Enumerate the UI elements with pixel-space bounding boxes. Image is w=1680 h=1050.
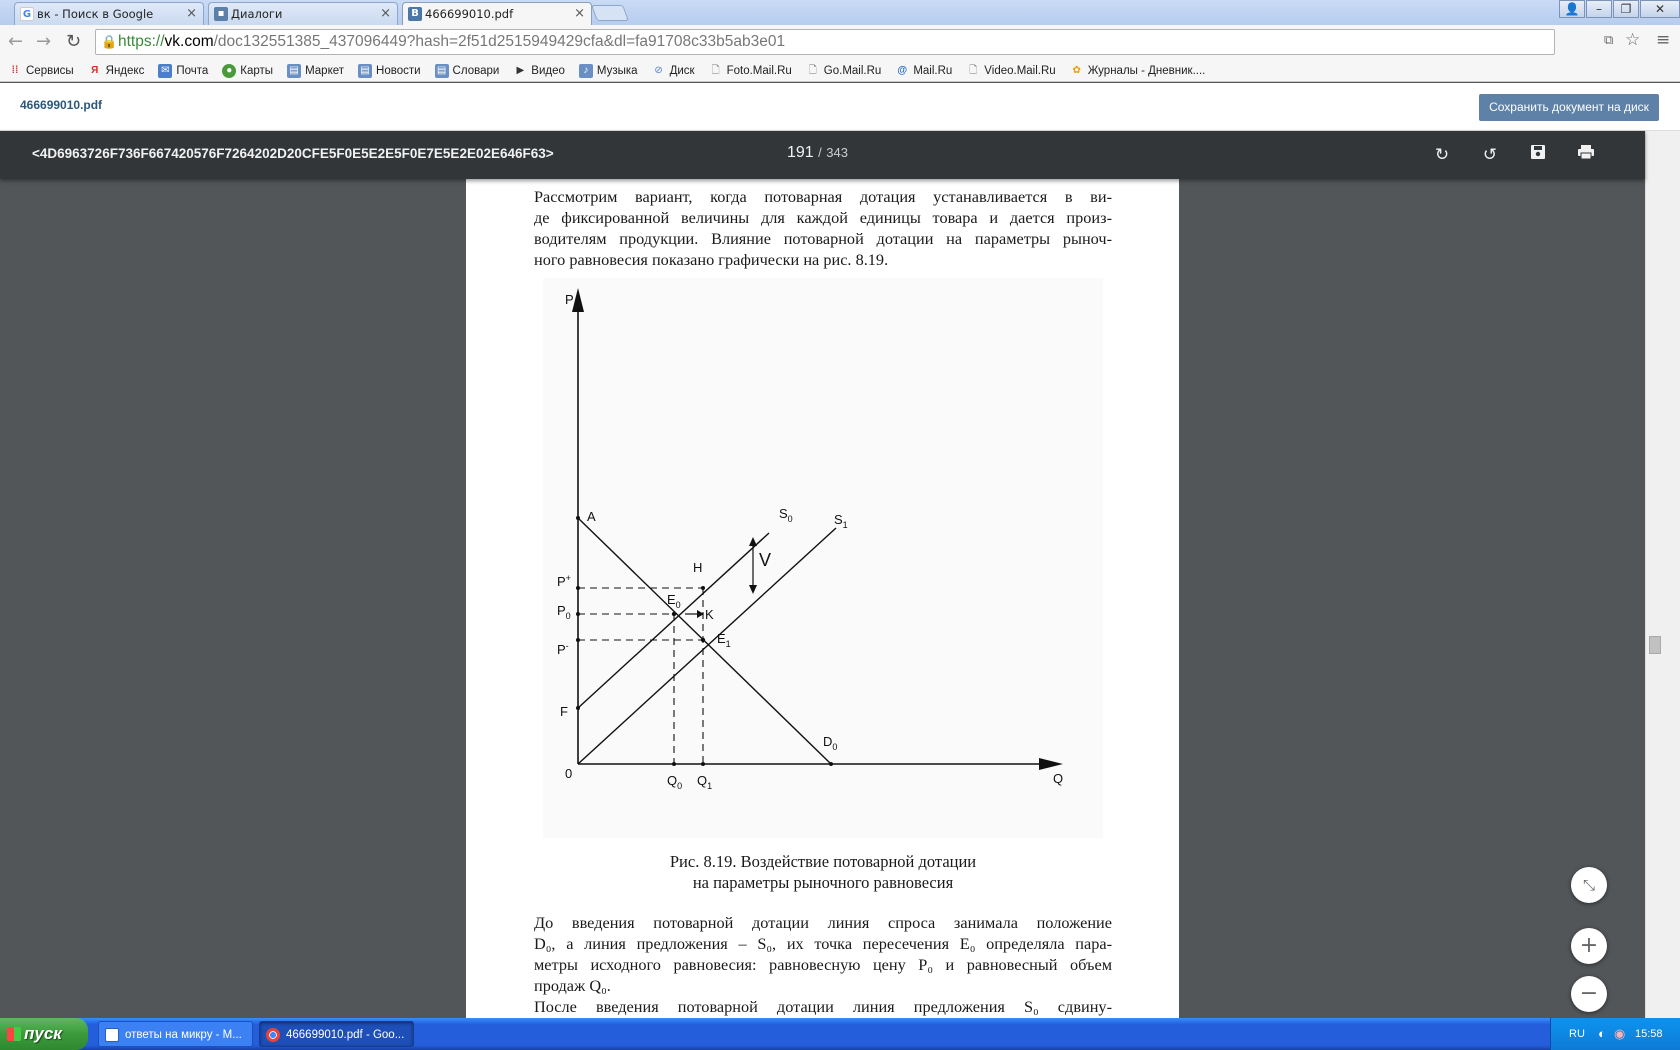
page-icon: 🗋 [969,64,978,76]
bookmark-market[interactable] [287,64,344,78]
browser-tab-strip [0,0,1680,25]
bookmark-star-icon[interactable]: ☆ [1625,30,1641,50]
menu-icon[interactable]: ≡ [1656,30,1671,50]
label-f: F [560,704,568,719]
bookmark-mailru[interactable] [895,64,952,78]
bookmark-label: Маркет [305,64,345,77]
window-controls [1558,0,1680,18]
bookmark-video[interactable] [513,64,565,78]
reload-button[interactable]: ↻ [66,31,82,52]
new-tab-button[interactable] [591,5,629,21]
back-button[interactable]: ← [8,31,24,52]
label-e1-sub: 1 [725,639,731,649]
point-f [576,706,580,710]
label-h: H [693,560,703,575]
document-header [0,83,1680,131]
close-icon[interactable]: × [380,6,391,21]
point-p0 [576,612,580,616]
figure-caption [534,851,1112,893]
windows-logo-icon [7,1027,21,1041]
url-host: vk.com [164,33,214,50]
text-line: До введения потоварной дотации линия спроса занимала положение [534,913,1112,932]
text-line: D₀, а линия предложения – S₀, их точка пересечения E₀ определяла пара- [534,934,1112,953]
address-bar[interactable] [95,29,1555,55]
save-to-disk-button[interactable]: Сохранить документ на диск [1479,94,1659,121]
text-line: Рассмотрим вариант, когда потоварная дотация устанавливается в ви- [534,187,1112,206]
document-name: 466699010.pdf [20,98,103,112]
tab-dialogs[interactable] [208,2,398,25]
translate-icon[interactable]: ⧉ [1604,33,1614,48]
chrome-icon [266,1028,280,1042]
label-p-axis: P [565,292,574,307]
label-q-axis: Q [1053,771,1064,786]
point-e0 [672,612,676,616]
tab-title: Диалоги [231,7,283,21]
bookmark-label: Go.Mail.Ru [823,64,882,77]
url-path: /doc132551385_437096449?hash=2f51d2515949429cfa&dl=fa91708c33b5ab3e01 [213,33,786,50]
point-p-plus [576,586,580,590]
market-icon: ▤ [287,64,301,78]
caption-line: на параметры рыночного равновесия [692,873,954,892]
point-q1 [701,762,705,766]
subsidy-equilibrium-diagram [543,278,1103,838]
bookmark-news[interactable] [358,64,421,78]
bookmark-label: Почта [176,64,209,77]
label-s1-main: S [834,512,843,527]
point-h [701,586,705,590]
bookmark-music[interactable] [579,64,638,78]
pdf-title: <4D6963726F736F667420576F7264202D20CFE5F0E5E2E5F0E7E5E2E02E646F63> [32,146,554,161]
dictionary-icon: ▤ [435,64,449,78]
pdf-toolbar [0,131,1645,179]
total-pages: 343 [826,145,848,160]
tab-google-search[interactable] [14,2,204,25]
task-word-document[interactable] [98,1021,253,1047]
vk-chat-icon: ▪ [214,7,228,21]
maps-icon: ● [222,64,236,78]
apps-grid-icon: ⁞⁞ [11,64,19,76]
bookmark-video-mailru[interactable] [966,64,1055,78]
point-e1 [701,638,705,642]
news-icon: ▤ [358,64,372,78]
text-line: метры исходного равновесия: равновесную цену P₀ и равновесный объем [534,955,1112,974]
vk-icon: B [408,7,422,21]
page-separator: / [818,145,822,160]
music-icon: ♪ [579,64,593,78]
bookmark-label: Video.Mail.Ru [984,64,1056,77]
label-s1-sub: 1 [842,520,848,530]
download-icon[interactable] [1527,144,1549,166]
pdf-viewer[interactable] [0,179,1645,1018]
caption-line: Рис. 8.19. Воздействие потоварной дотации [669,852,977,871]
label-e1-main: E [717,631,726,646]
forward-button[interactable]: → [36,31,52,52]
minimize-button[interactable]: – [1586,0,1612,18]
label-q1-sub: 1 [707,781,713,791]
label-p0-sub: 0 [565,611,571,621]
bookmark-label: Карты [240,64,274,77]
label-e0-main: E [667,592,676,607]
bookmark-journals[interactable] [1070,64,1206,78]
label-p-minus-sup: - [565,641,569,651]
label-s0-sub: 0 [787,514,793,524]
bookmark-label: Сервисы [26,64,74,77]
label-q1-main: Q [697,773,708,788]
tab-pdf[interactable] [402,2,592,25]
tab-title: вк - Поиск в Google [37,7,154,21]
scrollbar-gutter [1664,131,1680,1018]
bookmark-label: Видео [531,64,565,77]
zoom-in-button[interactable]: + [1571,928,1607,964]
label-a: A [587,509,596,524]
bookmark-services[interactable] [8,64,74,78]
bookmark-go-mailru[interactable] [806,64,882,78]
language-indicator[interactable]: RU [1569,1028,1585,1040]
yandex-icon: Я [91,64,99,76]
bookmark-label: Яндекс [105,64,145,77]
tab-title: 466699010.pdf [425,7,514,21]
label-p-plus-sup: + [565,573,571,583]
bookmark-label: Новости [376,64,421,77]
label-d0-sub: 0 [832,742,838,752]
bookmark-yandex[interactable] [88,64,145,78]
label-origin: 0 [565,766,573,781]
text-line: водителям продукции. Влияние потоварной дотации на параметры рыноч- [534,229,1112,248]
bookmark-label: Музыка [596,64,638,77]
task-label: 466699010.pdf - Goo... [286,1029,405,1041]
bookmark-label: Словари [452,64,500,77]
url-protocol: https:// [118,33,165,50]
label-d0-main: D [823,734,833,749]
start-button[interactable] [0,1018,88,1050]
window-close-button[interactable]: ✕ [1640,0,1680,18]
bookmark-foto-mailru[interactable] [709,64,792,78]
video-icon: ▶ [516,64,525,76]
text-line: ного равновесия показано графически на рис. 8.19. [534,250,889,269]
mailru-icon: @ [897,64,908,76]
paragraph-after-subsidy [534,996,1112,1017]
bookmarks-bar [0,60,1680,82]
point-q0 [672,762,676,766]
figure-background [543,278,1103,838]
antivirus-icon[interactable]: ◉ [1614,1026,1626,1041]
point-p-minus [576,638,580,642]
network-icon[interactable]: ◐ [1598,1026,1606,1041]
current-page[interactable]: 191 [787,144,814,161]
text-line: де фиксированной величины для каждой единицы товара и дается произ- [534,208,1112,227]
user-icon[interactable]: 👤 [1559,0,1585,18]
maximize-button[interactable]: ❐ [1613,0,1639,18]
bookmark-disk[interactable] [652,64,695,78]
label-p0-main: P [557,603,566,618]
bookmark-label: Foto.Mail.Ru [726,64,792,77]
rotate-counterclockwise-icon[interactable]: ↺ [1482,145,1498,165]
task-label: ответы на микру - М... [125,1029,242,1041]
scrollbar-thumb[interactable] [1649,636,1661,654]
windows-taskbar [0,1018,1680,1050]
close-icon[interactable]: × [574,6,585,21]
label-p-plus-main: P [557,574,566,589]
bookmark-dictionary[interactable] [435,64,500,78]
text-line: продаж Q₀. [534,976,611,995]
start-label: пуск [24,1024,62,1043]
zoom-out-button[interactable]: − [1571,976,1607,1012]
paragraph-before-subsidy [534,912,1112,996]
close-icon[interactable]: × [186,6,197,21]
mail-icon: ✉ [158,64,172,78]
text-line: После введения потоварной дотации линия предложения S₀ сдвину- [534,997,1112,1016]
printer-glyph [1577,144,1595,160]
bookmark-label: Журналы - Дневник.... [1087,64,1206,77]
pdf-page [466,179,1179,1018]
label-s0-main: S [779,506,788,521]
label-q0-sub: 0 [677,781,683,791]
journal-icon: ✿ [1072,64,1081,76]
label-q0-main: Q [667,773,678,788]
label-p-minus-main: P [557,642,566,657]
bookmark-mail[interactable] [158,64,208,78]
clock: 15:58 [1635,1028,1663,1040]
rotate-clockwise-icon[interactable]: ↻ [1434,145,1450,165]
task-chrome-pdf[interactable] [259,1021,414,1047]
vertical-scrollbar[interactable] [1645,131,1664,1018]
page-indicator [787,144,848,162]
label-v: V [759,550,772,570]
word-icon [105,1028,119,1042]
fit-to-page-button[interactable]: ⤡ [1571,867,1607,903]
label-k: K [705,607,714,622]
disk-icon: ⊘ [654,64,663,76]
bookmark-maps[interactable] [222,64,273,78]
lock-icon: 🔒 [101,34,118,49]
system-tray [1550,1018,1680,1050]
print-icon[interactable] [1575,144,1597,166]
label-e0-sub: 0 [675,600,681,610]
bookmark-label: Mail.Ru [913,64,953,77]
google-icon: G [20,7,34,21]
browser-toolbar [0,25,1680,60]
bookmark-label: Диск [669,64,695,77]
page-icon: 🗋 [711,64,720,76]
point-a [576,516,580,520]
paragraph-intro [534,186,1112,270]
point-d0 [829,762,833,766]
page-icon: 🗋 [808,64,817,76]
save-disk-glyph [1530,144,1546,160]
